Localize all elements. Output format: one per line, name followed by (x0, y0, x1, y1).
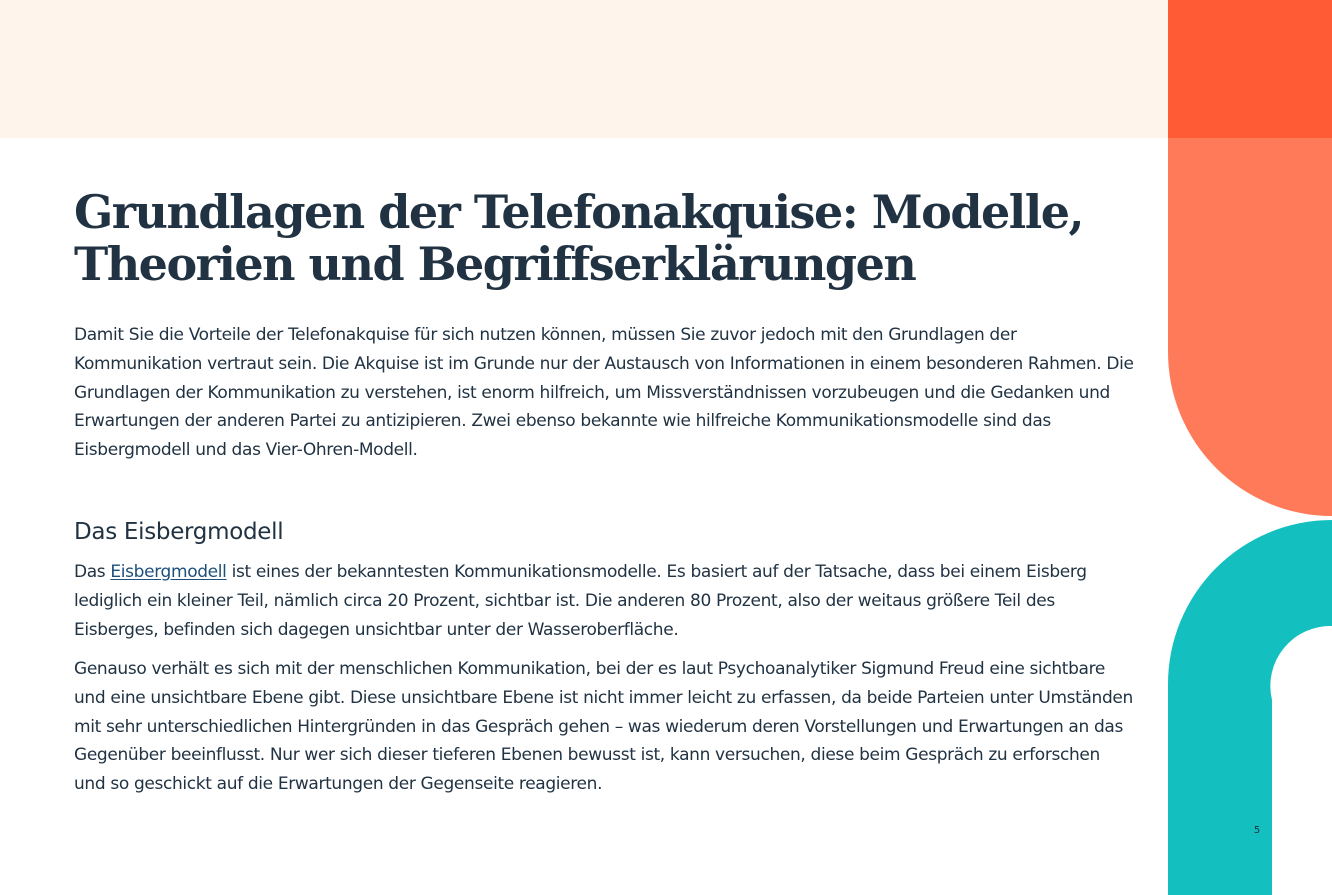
decorative-side-art (1168, 0, 1332, 895)
eisberg-paragraph-1 (74, 558, 1134, 644)
intro-paragraph: Damit Sie die Vorteile der Telefonakquise für sich nutzen können, müssen Sie zuvor jedoch mit den Grundlagen der Kommunikation vertraut sein. Die Akquise ist im Grunde nur der Austausch von Informationen in einem besonderen Rahmen. Die Grundlagen der Kommunikation zu verstehen, ist enorm hilfreich, um Missverständnissen vorzubeugen und die Gedanken und Erwartungen der anderen Partei zu antizipieren. Zwei ebenso bekannte wie hilfreiche Kommunikationsmodelle sind das Eisbergmodell und das Vier-Ohren-Modell. (74, 325, 1134, 461)
eisbergmodell-link[interactable]: Eisbergmodell (110, 562, 227, 582)
orange-block-shape (1168, 0, 1332, 138)
coral-half-circle-shape (1168, 138, 1332, 516)
page-number: 5 (1253, 825, 1261, 836)
section-heading: Das Eisbergmodell (74, 519, 284, 545)
paragraph-text: Das (74, 562, 111, 582)
page-title: Grundlagen der Telefonakquise: Modelle, Theorien und Begriffserklärungen (74, 185, 1083, 291)
paragraph-text: ist eines der bekanntesten Kommunikationsmodelle. Es basiert auf der Tatsache, dass bei einem Eisberg lediglich ein kleiner Teil, nämlich circa 20 Prozent, sichtbar ist. Die anderen 80 Prozent, also der weitaus größere Teil des Eisberges, befinden sich dagegen unsichtbar unter der Wasseroberfläche. (74, 562, 1087, 640)
teal-arch-shape (1168, 520, 1332, 895)
header-band (0, 0, 1168, 138)
eisberg-paragraph-2: Genauso verhält es sich mit der menschlichen Kommunikation, bei der es laut Psychoanalytiker Sigmund Freud eine sichtbare und eine unsichtbare Ebene gibt. Diese unsichtbare Ebene ist nicht immer leicht zu erfassen, da beide Parteien unter Umständen mit sehr unterschiedlichen Hintergründen in das Gespräch gehen – was wiederum deren Vorstellungen und Erwartungen an das Gegenüber beeinflusst. Nur wer sich dieser tieferen Ebenen bewusst ist, kann versuchen, diese beim Gespräch zu erforschen und so geschickt auf die Erwartungen der Gegenseite reagieren. (74, 659, 1133, 795)
